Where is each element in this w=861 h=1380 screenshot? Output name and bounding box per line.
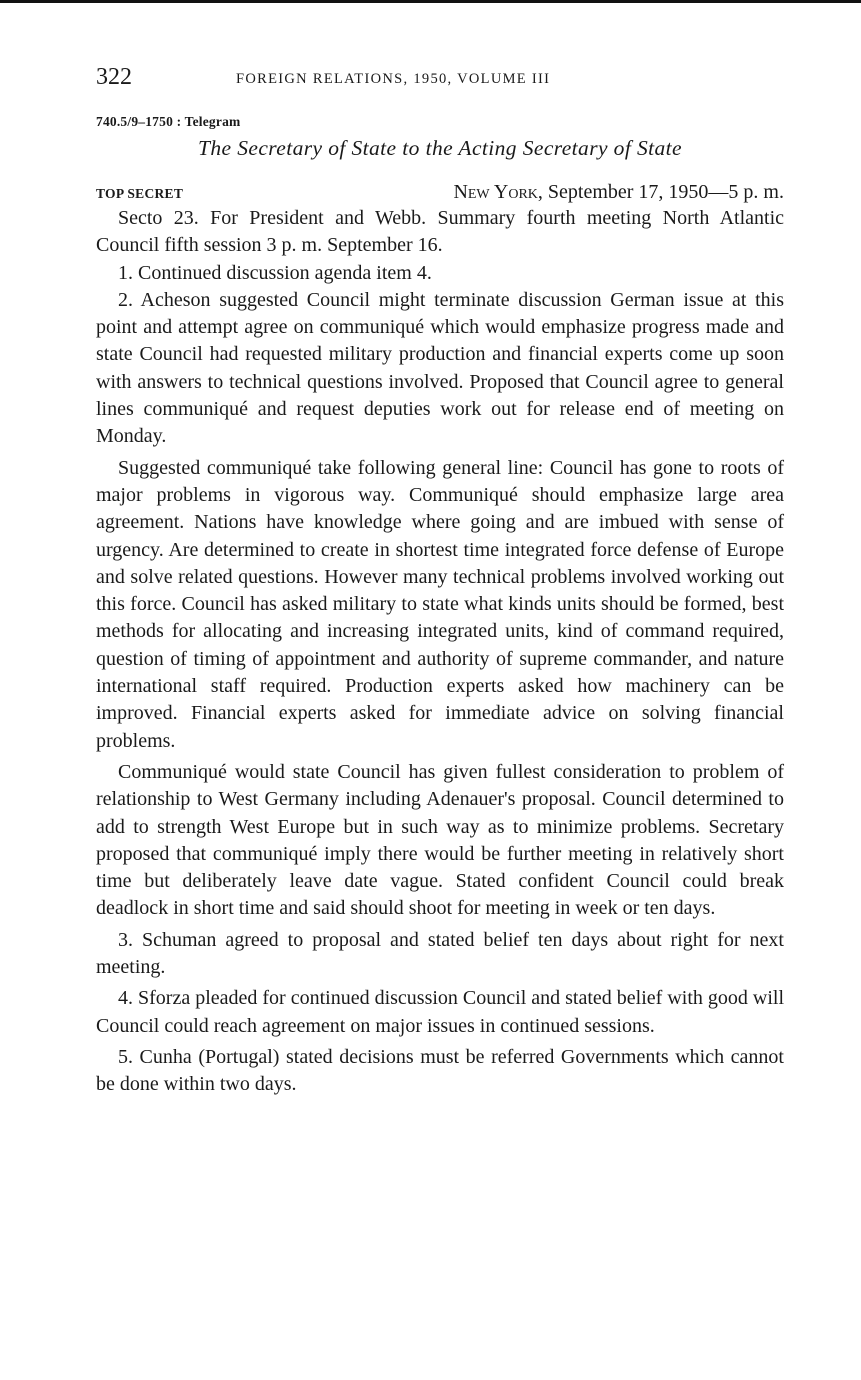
document-title: The Secretary of State to the Acting Secretary of State [198, 136, 682, 160]
document-page [96, 60, 784, 1099]
document-reference: 740.5/9–1750 : Telegram [96, 114, 241, 129]
place: New York, [453, 181, 543, 203]
top-border [0, 0, 861, 3]
paragraph-item-3: 3. Schuman agreed to proposal and stated belief ten days about right for next meeting. [96, 928, 784, 979]
place-and-date [453, 181, 784, 204]
page-number: 322 [96, 64, 132, 90]
paragraph-item-5: 5. Cunha (Portugal) stated decisions must be referred Governments which cannot be done within two days. [96, 1045, 784, 1096]
running-head [96, 60, 784, 94]
telegram-body [96, 205, 784, 1099]
paragraph-intro: Secto 23. For President and Webb. Summary fourth meeting North Atlantic Council fifth session 3 p. m. September 16. [96, 207, 784, 257]
dateline [96, 181, 784, 204]
paragraph-item-2: 2. Acheson suggested Council might terminate discussion German issue at this point and attempt agree on communiqué which would emphasize progress made and state Council had requested military production and financial experts come up soon with answers to technical questions involved. Proposed that Council agree to general lines communiqué and request deputies work out for release end of meeting on Monday. [96, 288, 784, 448]
running-title: FOREIGN RELATIONS, 1950, VOLUME III [236, 71, 551, 87]
paragraph-item-1: 1. Continued discussion agenda item 4. [118, 261, 432, 284]
date: September 17, 1950—5 p. m. [542, 181, 784, 203]
classification-label: TOP SECRET [96, 186, 184, 201]
paragraph-communique-line: Suggested communiqué take following general line: Council has gone to roots of major problems in vigorous way. Communiqué should emphasize large area agreement. Nations have knowledge where going and are imbued with sense of urgency. Are determined to create in shortest time integrated force defense of Europe and solve related questions. However many technical problems involved working out this force. Council has asked military to state what kinds units should be formed, best methods for allocating and increasing integrated units, kind of command required, question of timing of appointment and authority of supreme commander, and nature international staff required. Production experts asked how machinery can be improved. Financial experts asked for immediate advice on solving financial problems. [96, 456, 784, 752]
paragraph-item-4: 4. Sforza pleaded for continued discussion Council and stated belief with good will Council could reach agreement on major issues in continued sessions. [96, 987, 784, 1037]
paragraph-communique-germany: Communiqué would state Council has given fullest consideration to problem of relationship to West Germany including Adenauer's proposal. Council determined to add to strength West Europe but in such way as to minimize problems. Secretary proposed that communiqué imply there would be further meeting in relatively short time but deliberately leave date vague. Stated confident Council could break deadlock in short time and said should shoot for meeting in week or ten days. [96, 760, 784, 920]
